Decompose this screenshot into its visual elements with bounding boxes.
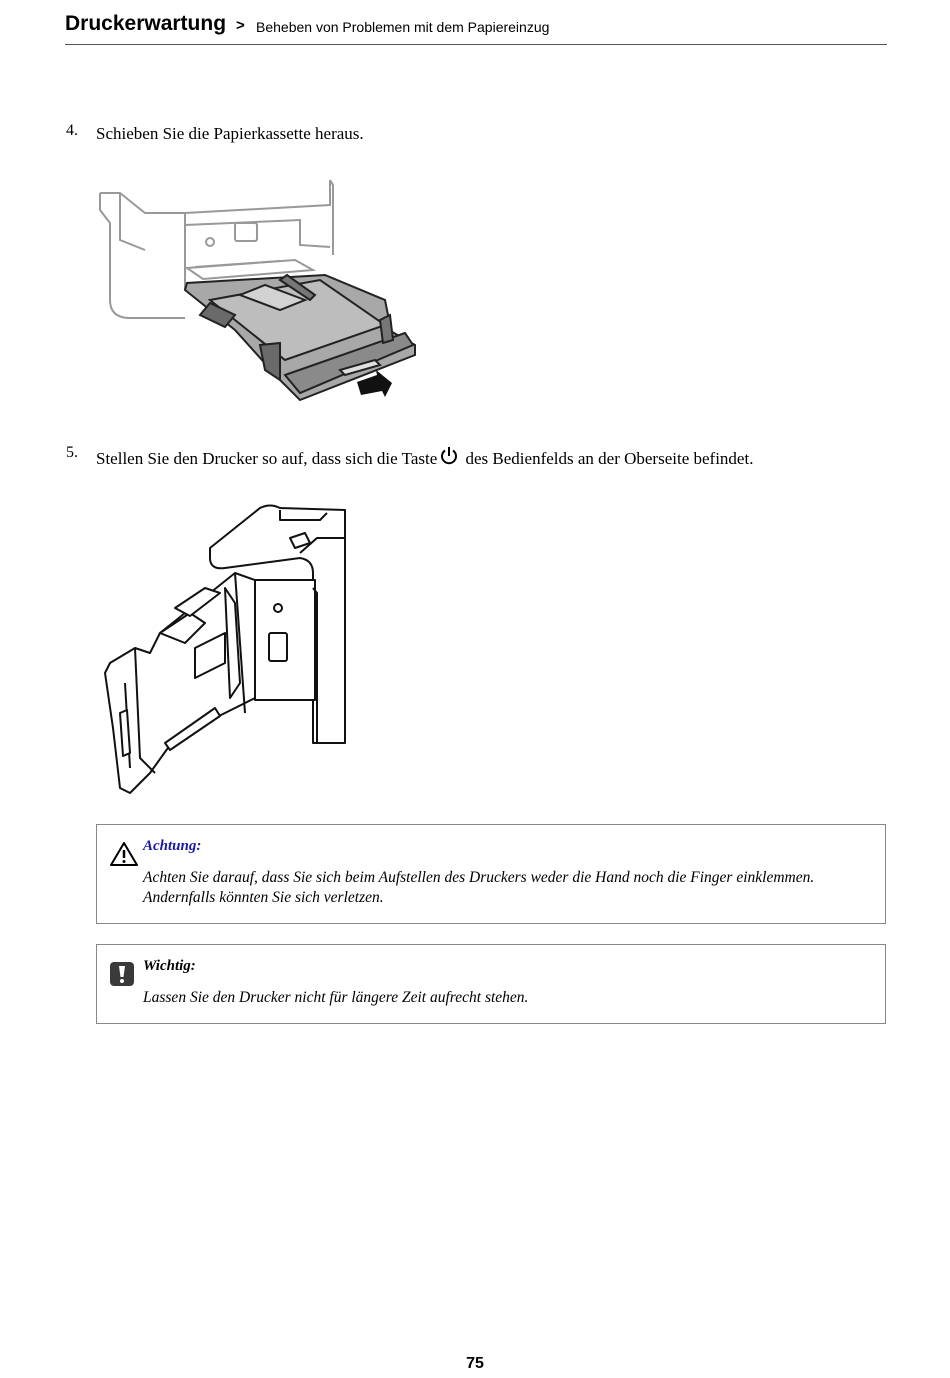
step-5-number: 5. [66, 444, 78, 461]
step-5-text [96, 446, 753, 469]
step-4-text: Schieben Sie die Papierkassette heraus. [96, 124, 364, 143]
step-5-text-after: des Bedienfelds an der Oberseite befindet. [465, 449, 754, 468]
upright-printer-illustration [95, 498, 355, 798]
caution-note [96, 824, 886, 924]
breadcrumb-separator: > [236, 17, 245, 34]
important-note [96, 944, 886, 1024]
step-4-number: 4. [66, 122, 78, 139]
important-title: Wichtig: [143, 958, 196, 974]
exclamation-icon [109, 961, 135, 987]
warning-triangle-icon [109, 841, 139, 867]
header-subsection-title: Beheben von Problemen mit dem Papiereinzug [256, 19, 550, 35]
caution-body: Achten Sie darauf, dass Sie sich beim Aufstellen des Druckers weder die Hand noch die Finger einklemmen. Andernfalls könnten Sie sich verletzen. [143, 869, 815, 906]
power-icon [439, 446, 459, 466]
important-body: Lassen Sie den Drucker nicht für längere Zeit aufrecht stehen. [143, 989, 529, 1006]
page-number: 75 [466, 1355, 484, 1372]
pull-out-cassette-illustration [95, 175, 425, 410]
header-section-title: Druckerwartung [65, 12, 227, 35]
page-header [65, 12, 887, 45]
step-5-text-before: Stellen Sie den Drucker so auf, dass sich die Taste [96, 449, 438, 468]
caution-title: Achtung: [143, 838, 202, 854]
